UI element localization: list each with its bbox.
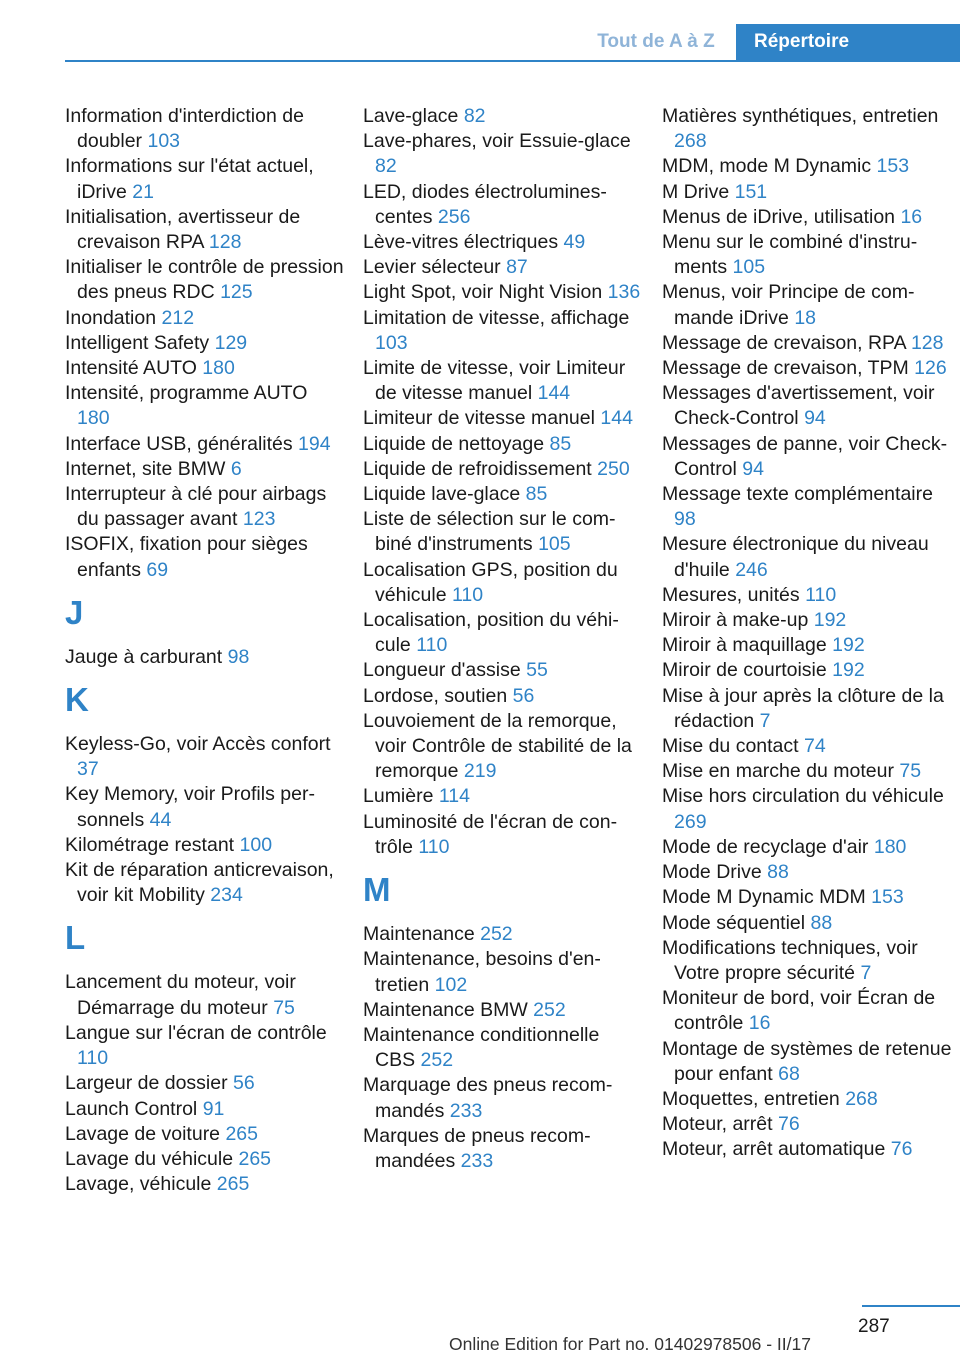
page-link[interactable]: 219 <box>463 760 497 783</box>
index-entry-text: Maintenance <box>363 923 475 946</box>
index-entry <box>363 255 643 280</box>
page-link[interactable]: 136 <box>607 281 641 304</box>
page-link[interactable]: 103 <box>375 331 408 354</box>
index-entry-text: Lavage du véhicule <box>65 1147 234 1170</box>
page-link[interactable]: 269 <box>674 810 707 833</box>
index-entry <box>65 104 345 154</box>
index-entry-text: Mode Drive <box>662 861 762 884</box>
page-link[interactable]: 268 <box>845 1087 878 1110</box>
index-entry-text: Information d'interdiction de doubler <box>65 105 304 153</box>
index-entry <box>363 810 643 860</box>
index-entry <box>65 1097 345 1122</box>
index-entry-text: Mode M Dynamic MDM <box>662 886 866 909</box>
page-link[interactable]: 252 <box>533 998 566 1021</box>
index-entry <box>662 532 952 582</box>
page-link[interactable]: 98 <box>674 508 696 531</box>
index-entry-text: Initialisation, avertisseur de crevaison RPA <box>65 205 301 254</box>
index-entry-text: Informations sur l'état actuel, iDrive <box>65 155 314 203</box>
index-entry-text: Message de crevaison, RPA <box>662 331 906 354</box>
index-entry <box>363 998 643 1023</box>
index-entry-text: Miroir à make-up <box>662 609 809 632</box>
page-link[interactable]: 55 <box>526 659 548 682</box>
page-link[interactable]: 100 <box>239 833 273 856</box>
index-entry <box>363 406 643 431</box>
footer-rule <box>862 1305 960 1307</box>
index-entry <box>662 885 952 910</box>
page-number: 287 <box>858 1316 890 1337</box>
index-entry <box>65 1122 345 1147</box>
index-entry <box>662 180 952 205</box>
index-entry-text: Limite de vitesse, voir Limiteur de vitesse manuel <box>363 357 626 405</box>
index-entry <box>65 255 345 305</box>
page-link[interactable]: 56 <box>233 1072 255 1095</box>
page-link[interactable]: 7 <box>759 709 771 732</box>
index-entry-text: Miroir à maquillage <box>662 634 827 657</box>
index-entry <box>65 432 345 457</box>
index-entry-text: Kilométrage restant <box>65 833 235 856</box>
index-entry-text: Maintenance BMW <box>363 998 528 1021</box>
index-entry <box>662 205 952 230</box>
index-entry-text: Lave-glace <box>363 105 459 127</box>
header-rule <box>65 60 960 62</box>
index-entry-text: Maintenance conditionnelle CBS <box>363 1023 600 1072</box>
index-entry <box>65 1071 345 1096</box>
index-entry <box>363 104 643 129</box>
index-entry-text: Initialiser le contrôle de pression des pneus RDC <box>65 256 344 304</box>
page-link[interactable]: 16 <box>900 205 923 228</box>
index-entry-text: Mise en marche du moteur <box>662 760 894 783</box>
index-entry <box>363 129 643 179</box>
page-link[interactable]: 21 <box>132 180 154 203</box>
index-entry <box>662 104 952 154</box>
index-entry <box>363 482 643 507</box>
index-entry <box>662 860 952 885</box>
page-link[interactable]: 151 <box>734 180 768 203</box>
page-link[interactable]: 192 <box>813 609 847 632</box>
index-entry-text: Lancement du moteur, voir Démarrage du moteur <box>65 971 296 1019</box>
page-link[interactable]: 102 <box>434 973 468 996</box>
index-entry <box>662 432 952 482</box>
index-entry <box>65 306 345 331</box>
index-entry-text: Liste de sélection sur le combiné d'instruments <box>363 508 616 556</box>
page-link[interactable]: 265 <box>216 1173 250 1196</box>
page-link[interactable]: 110 <box>77 1047 109 1070</box>
page-link[interactable]: 153 <box>876 155 910 178</box>
page-link[interactable]: 256 <box>437 205 471 228</box>
index-entry-text: Miroir de courtoisie <box>662 659 827 682</box>
index-entry-text: Localisation, position du véhicule <box>363 609 619 657</box>
index-entry <box>662 381 952 431</box>
index-entry-text: Modifications techniques, voir Votre propre sécurité <box>662 936 918 984</box>
page-link[interactable]: 6 <box>230 457 242 480</box>
index-entry-text: Intensité, programme AUTO <box>65 382 308 405</box>
index-entry-text: Message de crevaison, TPM <box>662 357 909 380</box>
page-link[interactable]: 180 <box>77 407 110 430</box>
index-entry <box>65 482 345 532</box>
page-link[interactable]: 75 <box>273 996 295 1019</box>
tab-repertoire[interactable]: Répertoire <box>736 24 960 60</box>
index-entry-text: ISOFIX, fixation pour sièges enfants <box>65 533 308 581</box>
page-link[interactable]: 94 <box>804 407 826 430</box>
index-entry-text: Marques de pneus recommandées <box>363 1124 591 1172</box>
page-link[interactable]: 7 <box>860 961 872 984</box>
index-entry <box>662 482 952 532</box>
page-link[interactable]: 252 <box>480 923 513 946</box>
page-link[interactable]: 114 <box>438 785 470 808</box>
page-link[interactable]: 85 <box>549 432 572 455</box>
page-link[interactable]: 126 <box>914 357 947 380</box>
edition-note: Online Edition for Part no. 01402978506 - II/17 <box>449 1334 811 1354</box>
index-entry-text: Message texte complémentaire <box>662 483 933 506</box>
index-entry <box>65 331 345 356</box>
page-link[interactable]: 110 <box>451 583 484 606</box>
page-link[interactable]: 37 <box>77 758 99 781</box>
index-entry <box>662 658 952 683</box>
index-entry <box>65 356 345 381</box>
index-entry <box>65 782 345 832</box>
page-link[interactable]: 76 <box>777 1113 800 1136</box>
index-entry <box>363 1073 643 1123</box>
index-entry <box>662 608 952 633</box>
index-entry <box>662 936 952 986</box>
index-entry <box>363 280 643 305</box>
index-entry-text: Key Memory, voir Profils personnels <box>65 783 315 831</box>
index-entry <box>65 732 345 782</box>
index-entry-text: Mise du contact <box>662 735 799 758</box>
index-entry <box>662 331 952 356</box>
index-entry-text: Kit de réparation anticrevaison, voir kit Mobility <box>65 859 334 907</box>
index-entry <box>363 658 643 683</box>
index-entry-text: Intelligent Safety <box>65 331 210 354</box>
index-entry <box>363 608 643 658</box>
index-entry <box>363 432 643 457</box>
index-entry-text: Jauge à carburant <box>65 645 223 668</box>
index-entry-text: Maintenance, besoins d'entretien <box>363 948 601 996</box>
index-entry-text: Langue sur l'écran de contrôle <box>65 1021 327 1044</box>
index-entry-text: Internet, site BMW <box>65 457 226 480</box>
page-link[interactable]: 76 <box>890 1138 913 1161</box>
index-entry-text: Lave-phares, voir Essuie-glace <box>363 130 631 153</box>
page-link[interactable]: 233 <box>460 1149 494 1172</box>
page-link[interactable]: 110 <box>805 583 837 606</box>
index-entry <box>662 583 952 608</box>
page-link[interactable]: 74 <box>804 735 826 758</box>
index-entry <box>662 1112 952 1137</box>
page-link[interactable]: 103 <box>147 130 181 153</box>
index-entry <box>65 858 345 908</box>
index-entry-text: Lordose, soutien <box>363 684 508 707</box>
index-entry <box>662 230 952 280</box>
index-entry <box>662 734 952 759</box>
page-link[interactable]: 75 <box>899 760 922 783</box>
index-entry-text: Liquide de refroidissement <box>363 457 592 480</box>
page-link[interactable]: 192 <box>832 634 865 657</box>
index-entry-text: Moniteur de bord, voir Écran de contrôle <box>662 987 936 1035</box>
index-entry-text: Largeur de dossier <box>65 1072 228 1095</box>
page-link[interactable]: 128 <box>208 231 242 254</box>
index-entry-text: Mesure électronique du niveau d'huile <box>662 533 929 581</box>
index-entry-text: Matières synthétiques, entretien <box>662 105 939 127</box>
page-link[interactable]: 129 <box>214 331 248 354</box>
page-link[interactable]: 85 <box>525 483 548 506</box>
index-entry-text: Messages d'avertissement, voir Check-Control <box>662 382 935 430</box>
index-entry <box>363 947 643 997</box>
index-entry <box>662 154 952 179</box>
index-entry-text: Mesures, unités <box>662 583 800 606</box>
index-entry-text: Limitation de vitesse, affichage <box>363 306 630 329</box>
page-link[interactable]: 82 <box>375 155 397 178</box>
index-entry <box>65 457 345 482</box>
page-link[interactable]: 68 <box>778 1062 800 1085</box>
index-entry <box>363 684 643 709</box>
index-entry-text: Marquage des pneus recommandés <box>363 1074 613 1122</box>
index-entry <box>363 306 643 356</box>
index-entry <box>65 970 345 1020</box>
page-link[interactable]: 105 <box>538 533 571 556</box>
index-column-2 <box>363 104 643 1174</box>
index-entry <box>65 1021 345 1071</box>
page-link[interactable]: 252 <box>420 1049 454 1072</box>
page-link[interactable]: 234 <box>210 884 243 907</box>
index-entry <box>65 1147 345 1172</box>
index-entry <box>662 784 952 834</box>
index-entry <box>662 280 952 330</box>
index-entry <box>65 532 345 582</box>
index-entry-text: Luminosité de l'écran de contrôle <box>363 810 618 858</box>
page-link[interactable]: 98 <box>227 645 250 668</box>
index-entry <box>363 709 643 785</box>
index-column-1 <box>65 104 345 1197</box>
index-entry-text: Lève-vitres électriques <box>363 231 559 254</box>
page-link[interactable]: 153 <box>871 886 904 909</box>
section-letter: M <box>363 871 391 909</box>
index-entry-text: Moteur, arrêt automatique <box>662 1138 886 1161</box>
index-entry <box>662 1037 952 1087</box>
tab-tout-de-a-a-z[interactable]: Tout de A à Z <box>597 31 715 52</box>
index-entry <box>662 1087 952 1112</box>
index-entry <box>65 154 345 204</box>
index-entry-text: Intensité AUTO <box>65 357 197 380</box>
index-entry <box>662 911 952 936</box>
page-link[interactable]: 88 <box>767 861 789 884</box>
index-entry <box>363 230 643 255</box>
page-link[interactable]: 194 <box>298 432 331 455</box>
page-link[interactable]: 265 <box>225 1122 258 1145</box>
page-link[interactable]: 125 <box>220 281 253 304</box>
page-link[interactable]: 265 <box>238 1147 272 1170</box>
page-link[interactable]: 44 <box>149 808 172 831</box>
index-entry-text: MDM, mode M Dynamic <box>662 155 872 178</box>
page-link[interactable]: 128 <box>910 331 944 354</box>
index-entry-text: LED, diodes électroluminescentes <box>363 180 607 228</box>
index-entry-text: Longueur d'assise <box>363 659 521 682</box>
page-link[interactable]: 268 <box>674 130 707 153</box>
section-letter: L <box>65 919 86 957</box>
page-link[interactable]: 18 <box>794 306 817 329</box>
index-entry <box>363 922 643 947</box>
page-link[interactable]: 180 <box>873 835 907 858</box>
index-entry <box>363 558 643 608</box>
page-link[interactable]: 82 <box>463 105 486 127</box>
index-entry-text: Mise hors circulation du véhicule <box>662 785 944 808</box>
index-entry-text: Mode séquentiel <box>662 911 806 934</box>
index-entry-text: Montage de systèmes de retenue pour enfant <box>662 1037 952 1085</box>
index-entry-text: M Drive <box>662 180 730 203</box>
index-entry-text: Menu sur le combiné d'instruments <box>662 231 918 279</box>
index-entry-text: Louvoiement de la remorque, voir Contrôle de stabilité de la remorque <box>363 709 632 783</box>
page-link[interactable]: 110 <box>416 634 448 657</box>
index-entry-text: Inondation <box>65 306 157 329</box>
index-entry <box>65 645 345 670</box>
index-entry <box>662 986 952 1036</box>
index-entry-text: Launch Control <box>65 1097 198 1120</box>
index-entry-text: Keyless-Go, voir Accès confort <box>65 733 331 756</box>
section-letter: J <box>65 593 84 631</box>
index-entry-text: Interrupteur à clé pour airbags du passager avant <box>65 483 327 531</box>
index-entry <box>363 507 643 557</box>
page-link[interactable]: 250 <box>597 457 630 480</box>
index-entry <box>65 833 345 858</box>
index-entry <box>363 457 643 482</box>
page-link[interactable]: 144 <box>537 382 571 405</box>
index-entry-text: Menus, voir Principe de commande iDrive <box>662 281 915 329</box>
page-link[interactable]: 91 <box>202 1097 225 1120</box>
index-entry <box>65 381 345 431</box>
index-entry-text: Lavage, véhicule <box>65 1173 212 1196</box>
index-entry <box>662 356 952 381</box>
index-entry <box>363 784 643 809</box>
index-entry-text: Liquide lave-glace <box>363 483 521 506</box>
page-link[interactable]: 180 <box>202 357 235 380</box>
index-entry <box>662 835 952 860</box>
page-link[interactable]: 246 <box>735 558 768 581</box>
index-entry <box>662 1137 952 1162</box>
index-entry-text: Lavage de voiture <box>65 1122 221 1145</box>
index-entry <box>363 180 643 230</box>
page-link[interactable]: 88 <box>810 911 833 934</box>
index-entry-text: Limiteur de vitesse manuel <box>363 407 595 430</box>
index-entry-text: Mise à jour après la clôture de la rédaction <box>662 684 944 732</box>
index-entry <box>662 684 952 734</box>
index-entry-text: Light Spot, voir Night Vision <box>363 281 603 304</box>
index-entry-text: Messages de panne, voir Check-Control <box>662 432 948 480</box>
index-entry-text: Moteur, arrêt <box>662 1113 773 1136</box>
page-link[interactable]: 16 <box>748 1012 771 1035</box>
index-entry <box>65 205 345 255</box>
index-entry <box>662 759 952 784</box>
page-link[interactable]: 144 <box>600 407 633 430</box>
index-entry-text: Lumière <box>363 785 434 808</box>
page-link[interactable]: 49 <box>563 231 586 254</box>
page-link[interactable]: 87 <box>506 256 528 279</box>
page-link[interactable]: 56 <box>512 684 535 707</box>
index-entry <box>662 633 952 658</box>
page-link[interactable]: 105 <box>732 256 766 279</box>
index-entry <box>363 1023 643 1073</box>
page-link[interactable]: 233 <box>449 1099 483 1122</box>
index-entry-text: Liquide de nettoyage <box>363 432 545 455</box>
page-link[interactable]: 110 <box>418 835 450 858</box>
index-entry-text: Mode de recyclage d'air <box>662 835 869 858</box>
page-link[interactable]: 212 <box>161 306 195 329</box>
index-entry-text: Menus de iDrive, utilisation <box>662 205 896 228</box>
page-link[interactable]: 94 <box>742 457 764 480</box>
index-column-3 <box>662 104 952 1163</box>
page-link[interactable]: 69 <box>146 558 169 581</box>
index-entry-text: Moquettes, entretien <box>662 1087 840 1110</box>
section-letter: K <box>65 681 89 719</box>
page-link[interactable]: 192 <box>832 659 865 682</box>
index-entry-text: Levier sélecteur <box>363 256 501 279</box>
index-entry <box>363 356 643 406</box>
page-link[interactable]: 123 <box>242 508 276 531</box>
index-entry-text: Interface USB, généralités <box>65 432 293 455</box>
index-entry <box>65 1172 345 1197</box>
index-entry <box>363 1124 643 1174</box>
index-entry-text: Localisation GPS, position du véhicule <box>363 558 618 606</box>
